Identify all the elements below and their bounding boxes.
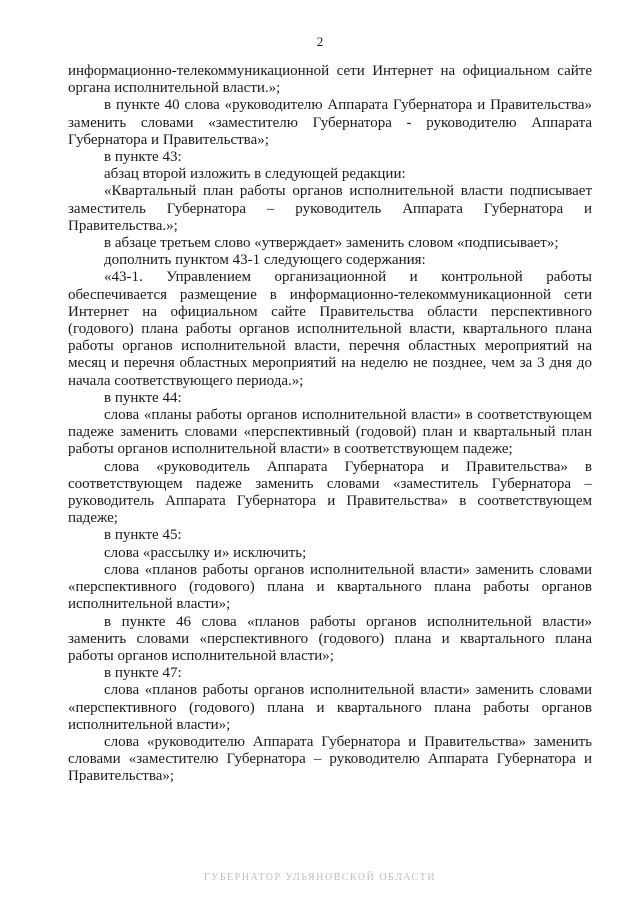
paragraph-item-45-plans: слова «планов работы органов исполнительной власти» заменить словами «перспективного (годового) плана и квартального плана работы органов исполнительной власти»; [68, 561, 592, 613]
paragraph-item-45-heading: в пункте 45: [104, 527, 182, 544]
paragraph-item-40: в пункте 40 слова «руководителю Аппарата Губернатора и Правительства» заменить словами «заместителю Губернатора - руководителю Аппарата Губернатора и Правительства»; [68, 97, 592, 148]
paragraph-item-47-head: слова «руководителю Аппарата Губернатора и Правительства» заменить словами «заместителю Губернатора – руководителю Аппарата Губернатора и Правительства»; [68, 733, 592, 785]
page-number: 2 [316, 34, 324, 49]
paragraph-item-46: в пункте 46 слова «планов работы органов исполнительной власти» заменить словами «перспективного (годового) плана и квартального плана работы органов исполнительной власти»; [68, 613, 592, 664]
document-body [68, 63, 592, 786]
paragraph-item-43-heading: в пункте 43: [104, 149, 182, 166]
paragraph-continuation: информационно-телекоммуникационной сети Интернет на официальном сайте органа исполнительной власти.»; [68, 63, 592, 97]
paragraph-item-45-mailing: слова «рассылку и» исключить; [104, 544, 307, 561]
paragraph-item-44-head: слова «руководитель Аппарата Губернатора и Правительства» в соответствующем падеже заменить словами «заместитель Губернатора – руководитель Аппарата Губернатора и Правительства» в соответствующем падеже; [68, 458, 592, 527]
paragraph-item-44-heading: в пункте 44: [104, 389, 182, 406]
footer-stamp: ГУБЕРНАТОР УЛЬЯНОВСКОЙ ОБЛАСТИ [203, 872, 437, 883]
paragraph-quarterly-plan-quote: «Квартальный план работы органов исполнительной власти подписывает заместитель Губернатора – руководитель Аппарата Губернатора и Правительства.»; [68, 183, 592, 234]
paragraph-item-43-abzac2: абзац второй изложить в следующей редакции: [104, 166, 406, 183]
paragraph-item-44-plans: слова «планы работы органов исполнительной власти» в соответствующем падеже заменить словами «перспективный (годовой) план и квартальный план работы органов исполнительной власти» в соответствующем падеже; [68, 407, 592, 458]
paragraph-item-43-abzac3: в абзаце третьем слово «утверждает» заменить словом «подписывает»; [104, 235, 559, 252]
paragraph-43-1-text: «43-1. Управлением организационной и контрольной работы обеспечивается размещение в информационно-телекоммуникационной сети Интернет на официальном сайте Правительства области перспективного (годового) плана работы органов исполнительной власти, квартального плана работы органов исполнительной власти, перечня областных мероприятий на месяц и перечня областных мероприятий на неделю не позднее, чем за 3 дня до начала соответствующего периода.»; [68, 269, 592, 389]
paragraph-item-47-plans: слова «планов работы органов исполнительной власти» заменить словами «перспективного (годового) плана и квартального плана работы органов исполнительной власти»; [68, 682, 592, 733]
paragraph-item-47-heading: в пункте 47: [104, 665, 182, 682]
paragraph-add-43-1: дополнить пунктом 43-1 следующего содержания: [104, 252, 426, 269]
